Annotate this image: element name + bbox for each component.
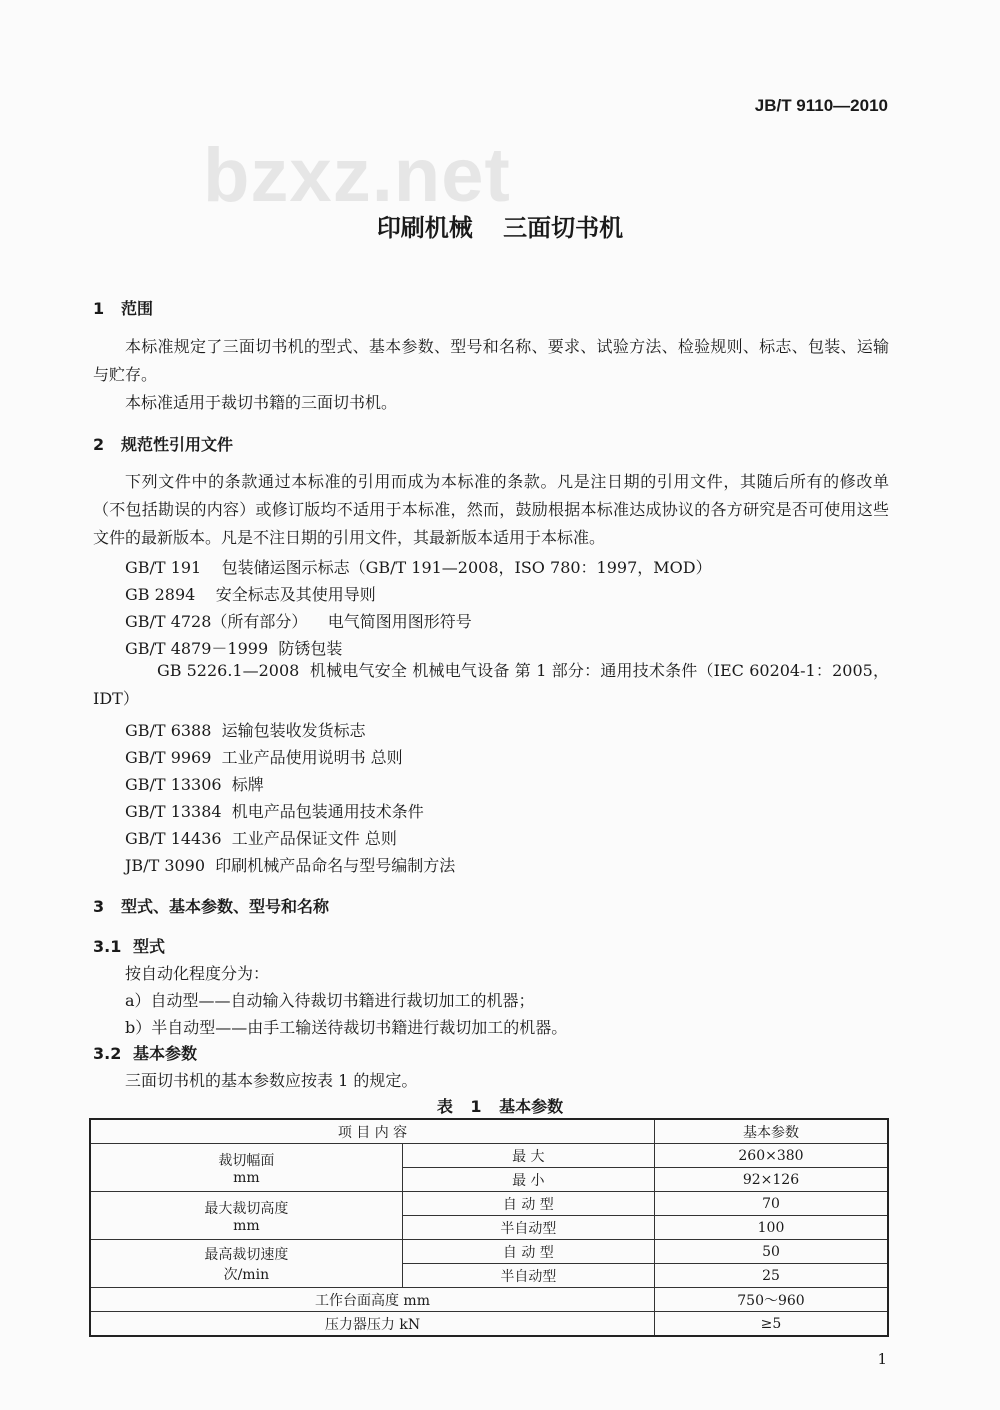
reference-item — [125, 555, 712, 578]
standard-code: JB/T 9110—2010 — [754, 96, 888, 115]
sub-label: 自 动 型 — [402, 1240, 654, 1264]
param-value: 100 — [654, 1216, 888, 1240]
section-3-1-intro: 按自动化程度分为： — [125, 964, 270, 983]
section-title: 基本参数 — [133, 1044, 198, 1063]
sub-label: 自 动 型 — [402, 1192, 654, 1216]
row-label: 工作台面高度 mm — [90, 1288, 654, 1312]
section-title: 范围 — [121, 299, 154, 318]
reference-code: GB/T 13384 — [125, 802, 222, 821]
reference-code: GB/T 13306 — [125, 775, 222, 794]
reference-item — [93, 657, 889, 713]
param-value: 92×126 — [654, 1168, 888, 1192]
table-row — [90, 1288, 888, 1312]
row-label — [90, 1240, 402, 1288]
param-value: 750～960 — [654, 1288, 888, 1312]
section-number: 1 — [93, 299, 105, 318]
section-2-heading — [93, 432, 233, 455]
table-row — [90, 1192, 888, 1216]
reference-title: 防锈包装 — [278, 639, 343, 658]
section-1-paragraph-1: 本标准规定了三面切书机的型式、基本参数、型号和名称、要求、试验方法、检验规则、标志、包装、运输与贮存。 — [93, 337, 889, 384]
param-value: 70 — [654, 1192, 888, 1216]
reference-item — [125, 582, 376, 605]
reference-title: 标牌 — [231, 775, 264, 794]
section-title: 型式 — [133, 937, 166, 956]
header-basic-params: 基本参数 — [654, 1119, 888, 1144]
reference-code: JB/T 3090 — [125, 856, 206, 875]
section-3-1-heading — [93, 934, 165, 957]
reference-code: GB 2894 — [125, 585, 196, 604]
param-unit: mm — [233, 1217, 260, 1234]
section-number: 3.1 — [93, 937, 122, 956]
reference-item — [125, 772, 264, 795]
reference-title: 安全标志及其使用导则 — [215, 585, 376, 604]
section-3-2-intro: 三面切书机的基本参数应按表 1 的规定。 — [125, 1071, 418, 1090]
reference-item — [125, 853, 455, 876]
section-title: 规范性引用文件 — [121, 435, 234, 454]
sub-label: 半自动型 — [402, 1216, 654, 1240]
section-3-heading — [93, 894, 329, 917]
table-caption: 表 1 基本参数 — [436, 1097, 564, 1116]
reference-code: GB/T 14436 — [125, 829, 222, 848]
section-number: 2 — [93, 435, 105, 454]
param-value: 25 — [654, 1264, 888, 1288]
parameters-table — [89, 1118, 889, 1337]
section-2-paragraph: 下列文件中的条款通过本标准的引用而成为本标准的条款。凡是注日期的引用文件，其随后所有的修改单（不包括勘误的内容）或修订版均不适用于本标准，然而，鼓励根据本标准达成协议的各方研究是否可使用这些文件的最新版本。凡是不注日期的引用文件，其最新版本适用于本标准。 — [93, 472, 889, 547]
reference-title: 运输包装收发货标志 — [221, 721, 366, 740]
param-name: 最大裁切高度 — [204, 1200, 289, 1217]
reference-item — [125, 718, 366, 741]
param-unit: 次/min — [223, 1266, 270, 1283]
reference-item — [125, 745, 403, 768]
section-title: 型式、基本参数、型号和名称 — [121, 897, 330, 916]
table-header-row — [90, 1119, 888, 1144]
sub-label: 最 小 — [402, 1168, 654, 1192]
list-item-a: a）自动型——自动输入待裁切书籍进行裁切加工的机器； — [125, 991, 535, 1010]
sub-label: 最 大 — [402, 1144, 654, 1168]
sub-label: 半自动型 — [402, 1264, 654, 1288]
param-name: 最高裁切速度 — [204, 1246, 289, 1263]
reference-title: 工业产品保证文件 总则 — [231, 829, 397, 848]
reference-title: 机电产品包装通用技术条件 — [231, 802, 424, 821]
reference-item — [125, 636, 342, 659]
page-number: 1 — [877, 1350, 887, 1368]
section-3-2-heading — [93, 1041, 197, 1064]
reference-item — [125, 826, 397, 849]
row-label — [90, 1144, 402, 1192]
reference-code: GB 5226.1—2008 — [157, 661, 300, 680]
section-number: 3.2 — [93, 1044, 122, 1063]
table-row — [90, 1240, 888, 1264]
reference-code: GB/T 9969 — [125, 748, 212, 767]
header-item-content: 项 目 内 容 — [90, 1119, 654, 1144]
reference-title: 机械电气安全 机械电气设备 第 1 部分：通用技术条件（IEC 60204-1：2005，IDT） — [93, 661, 889, 708]
document-title: 印刷机械 三面切书机 — [376, 214, 624, 242]
reference-code: GB/T 4879－1999 — [125, 639, 269, 658]
row-label: 压力器压力 kN — [90, 1312, 654, 1337]
param-value: 260×380 — [654, 1144, 888, 1168]
section-1-heading — [93, 296, 153, 319]
watermark: bzxz.net — [203, 133, 511, 218]
param-value: 50 — [654, 1240, 888, 1264]
reference-item — [125, 799, 424, 822]
reference-code: GB/T 6388 — [125, 721, 212, 740]
reference-title: 电气简图用图形符号 — [327, 612, 472, 631]
reference-code: GB/T 191 — [125, 558, 202, 577]
section-number: 3 — [93, 897, 105, 916]
table-row — [90, 1312, 888, 1337]
list-item-b: b）半自动型——由手工输送待裁切书籍进行裁切加工的机器。 — [125, 1018, 568, 1037]
reference-item — [125, 609, 472, 632]
reference-code: GB/T 4728（所有部分） — [125, 612, 308, 631]
reference-title: 工业产品使用说明书 总则 — [221, 748, 403, 767]
table-row — [90, 1144, 888, 1168]
param-unit: mm — [233, 1169, 260, 1186]
reference-title: 包装储运图示标志（GB/T 191—2008，ISO 780：1997，MOD） — [221, 558, 712, 577]
param-value: ≥5 — [654, 1312, 888, 1337]
section-1-paragraph-2: 本标准适用于裁切书籍的三面切书机。 — [125, 393, 398, 412]
row-label — [90, 1192, 402, 1240]
param-name: 裁切幅面 — [218, 1152, 275, 1169]
reference-title: 印刷机械产品命名与型号编制方法 — [215, 856, 456, 875]
